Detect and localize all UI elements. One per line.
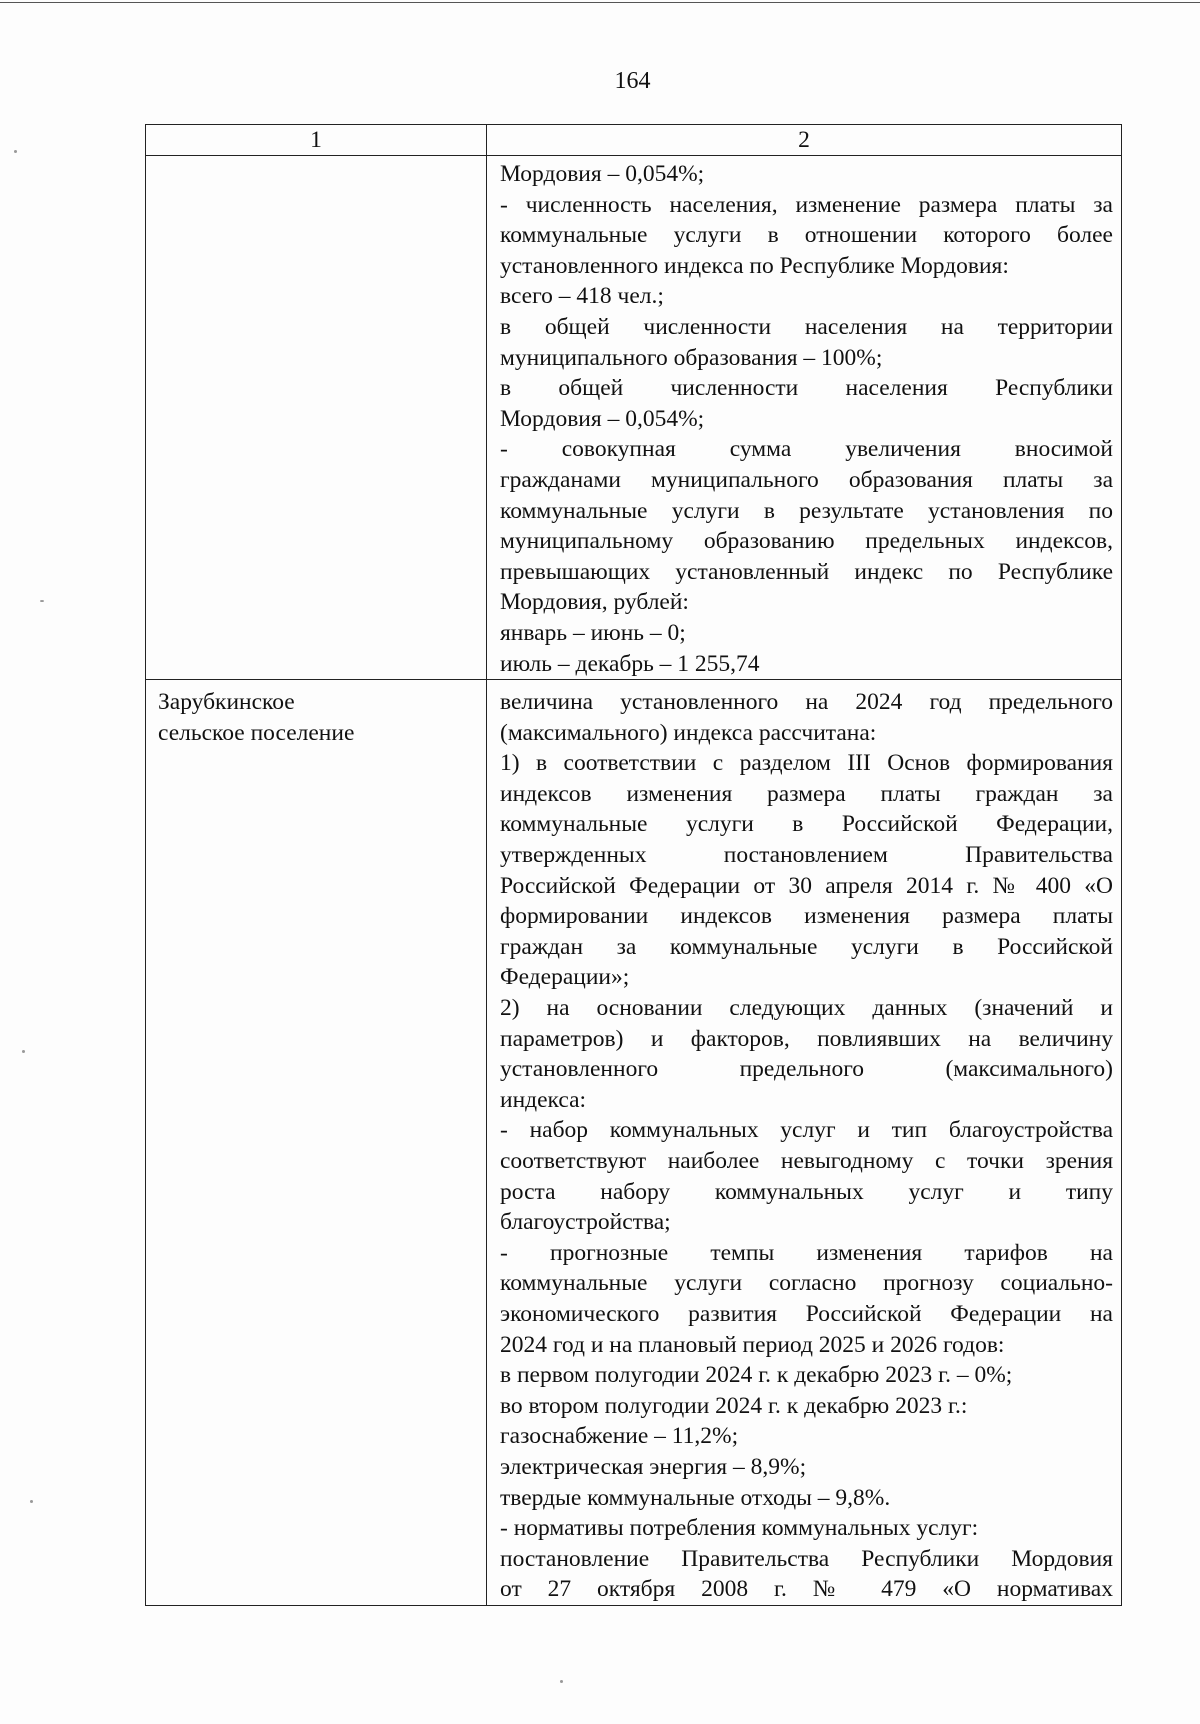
- scan-top-edge: [0, 2, 1200, 3]
- municipality-name: Зарубкинское сельское поселение: [158, 689, 355, 746]
- text-line: параметров) и факторов, повлиявших на величину: [500, 1025, 1113, 1052]
- text-line: граждан за коммунальные услуги в Российской: [500, 933, 1113, 960]
- page-number: 164: [614, 68, 651, 94]
- text-line: 2) на основании следующих данных (значений и: [500, 995, 1113, 1022]
- description-text: [500, 687, 1113, 1605]
- municipality-name-cell: [146, 680, 487, 1606]
- text-line: соответствуют наиболее невыгодному с точки зрения: [500, 1148, 1113, 1174]
- text-line: установленного индекса по Республике Мордовия:: [500, 252, 1009, 279]
- text-line: во втором полугодии 2024 г. к декабрю 2023 г.:: [500, 1392, 968, 1419]
- text-line: от 27 октября 2008 г. № 479 «О нормативах: [500, 1576, 1113, 1603]
- text-line: Мордовия – 0,054%;: [500, 405, 705, 432]
- text-line: Российской Федерации от 30 апреля 2014 г. № 400 «О: [500, 872, 1113, 899]
- text-line: - совокупная сумма увеличения вносимой: [500, 436, 1113, 463]
- text-line: электрическая энергия – 8,9%;: [500, 1453, 807, 1480]
- text-line: 2024 год и на плановый период 2025 и 2026 годов:: [500, 1331, 1005, 1358]
- text-line: муниципального образования – 100%;: [500, 344, 883, 371]
- text-line: установленного предельного (максимального): [500, 1056, 1113, 1083]
- text-line: коммунальные услуги в результате установления по: [500, 497, 1113, 524]
- text-line: величина установленного на 2024 год предельного: [500, 689, 1113, 716]
- text-line: - нормативы потребления коммунальных услуг:: [500, 1515, 979, 1542]
- text-line: индексов изменения размера платы граждан за: [500, 780, 1113, 807]
- text-line: превышающих установленный индекс по Республике: [500, 558, 1113, 585]
- text-line: - численность населения, изменение размера платы за: [500, 191, 1113, 218]
- text-line: в первом полугодии 2024 г. к декабрю 2023 г. – 0%;: [500, 1362, 1013, 1389]
- text-line: благоустройства;: [500, 1209, 671, 1236]
- description-cell: [487, 680, 1122, 1606]
- scan-speck: [30, 1500, 33, 1503]
- scan-speck: [14, 150, 17, 153]
- text-line: коммунальные услуги согласно прогнозу социально-: [500, 1270, 1113, 1297]
- description-cell: [487, 156, 1122, 680]
- table-row: [146, 156, 1122, 680]
- description-text: [500, 159, 1113, 679]
- text-line: - набор коммунальных услуг и тип благоустройства: [500, 1117, 1113, 1144]
- scan-speck: [40, 600, 44, 602]
- scan-speck: [560, 1680, 563, 1683]
- text-line: утвержденных постановлением Правительства: [500, 842, 1113, 869]
- text-line: Мордовия, рублей:: [500, 589, 689, 616]
- text-line: формировании индексов изменения размера платы: [500, 903, 1113, 930]
- text-line: роста набору коммунальных услуг и типу: [500, 1178, 1113, 1205]
- scan-speck: [22, 1050, 25, 1053]
- text-line: твердые коммунальные отходы – 9,8%.: [500, 1484, 891, 1511]
- text-line: газоснабжение – 11,2%;: [500, 1423, 739, 1450]
- text-line: экономического развития Российской Федерации на: [500, 1300, 1113, 1327]
- text-line: гражданами муниципального образования платы за: [500, 466, 1113, 493]
- text-line: Мордовия – 0,054%;: [500, 161, 705, 187]
- column-header-1: 1: [146, 125, 487, 156]
- text-line: коммунальные услуги в отношении которого более: [500, 222, 1113, 249]
- text-line: 1) в соответствии с разделом III Основ формирования: [500, 750, 1113, 777]
- table-header-row: [146, 125, 1122, 156]
- text-line: индекса:: [500, 1086, 587, 1113]
- text-line: коммунальные услуги в Российской Федерации,: [500, 811, 1113, 838]
- text-line: муниципальному образованию предельных индексов,: [500, 528, 1113, 555]
- text-line: - прогнозные темпы изменения тарифов на: [500, 1239, 1113, 1266]
- column-header-2: 2: [487, 125, 1122, 156]
- document-table: [145, 124, 1122, 1606]
- text-line: Федерации»;: [500, 964, 630, 991]
- text-line: январь – июнь – 0;: [500, 619, 686, 646]
- text-line: постановление Правительства Республики Мордовия: [500, 1545, 1113, 1572]
- text-line: (максимального) индекса рассчитана:: [500, 719, 877, 746]
- municipality-name-cell: [146, 156, 487, 680]
- table-row: [146, 680, 1122, 1606]
- text-line: в общей численности населения на территории: [500, 313, 1113, 340]
- text-line: всего – 418 чел.;: [500, 283, 664, 310]
- text-line: в общей численности населения Республики: [500, 375, 1113, 402]
- text-line: июль – декабрь – 1 255,74: [500, 650, 760, 677]
